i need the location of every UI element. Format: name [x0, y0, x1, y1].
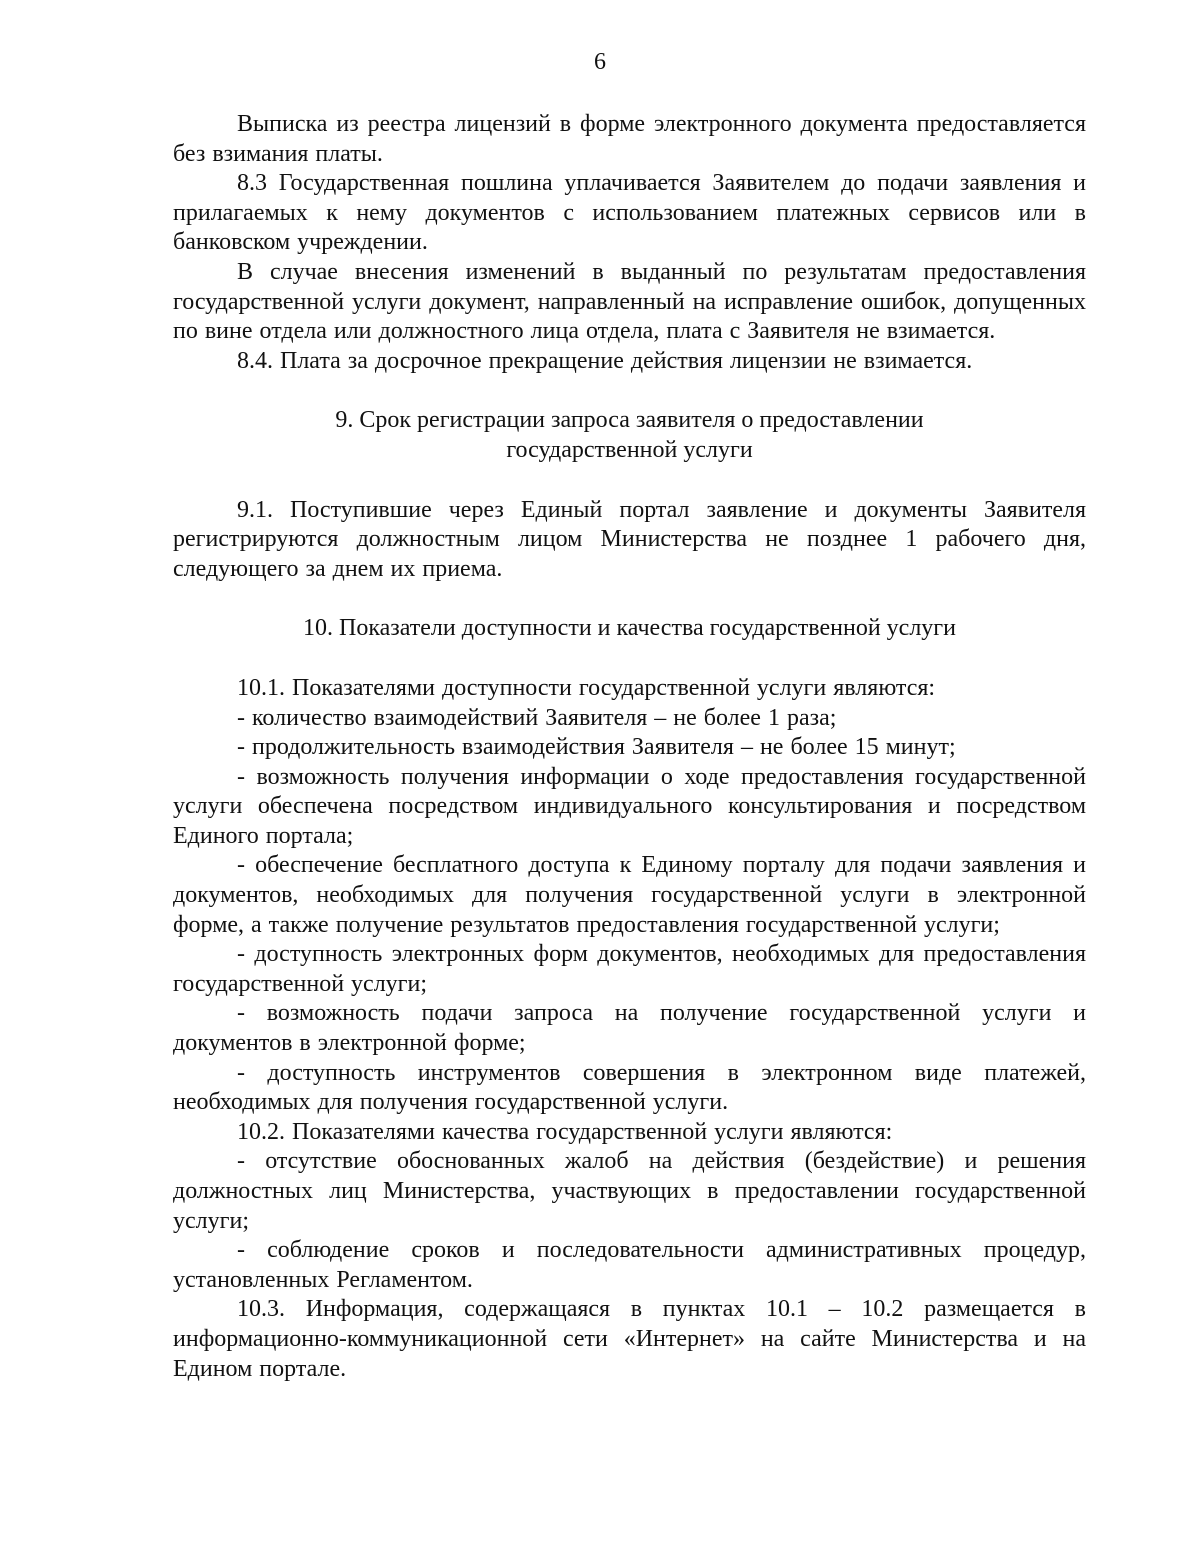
paragraph-8-3: 8.3 Государственная пошлина уплачивается Заявителем до подачи заявления и прилагаемых к нему документов с использованием платежных сервисов или в банковском учреждении. [173, 170, 1086, 256]
page-number: 6 [594, 49, 606, 75]
list-item: - отсутствие обоснованных жалоб на действия (бездействие) и решения должностных лиц Министерства, участвующих в предоставлении государственной услуги; [173, 1148, 1086, 1234]
list-item: - доступность электронных форм документов, необходимых для предоставления государственной услуги; [173, 941, 1086, 997]
list-item: - соблюдение сроков и последовательности административных процедур, установленных Регламентом. [173, 1237, 1086, 1293]
paragraph-8-4: 8.4. Плата за досрочное прекращение действия лицензии не взимается. [237, 347, 973, 374]
paragraph-extract-free: Выписка из реестра лицензий в форме электронного документа предоставляется без взимания платы. [173, 111, 1086, 167]
paragraph-10-3: 10.3. Информация, содержащаяся в пунктах 10.1 – 10.2 размещается в информационно-коммуникационной сети «Интернет» на сайте Министерства и на Едином портале. [173, 1296, 1086, 1382]
section-9-heading-line-2: государственной услуги [506, 436, 753, 463]
list-item: - доступность инструментов совершения в электронном виде платежей, необходимых для получения государственной услуги. [173, 1059, 1086, 1116]
list-item: - продолжительность взаимодействия Заявителя – не более 15 минут; [237, 734, 956, 761]
paragraph-10-2: 10.2. Показателями качества государственной услуги являются: [237, 1118, 893, 1145]
list-item: - обеспечение бесплатного доступа к Единому порталу для подачи заявления и документов, необходимых для получения государственной услуги в электронной форме, а также получение результатов предоставления государственной услуги; [173, 852, 1086, 938]
paragraph-10-1: 10.1. Показателями доступности государственной услуги являются: [237, 674, 936, 701]
list-item: - возможность подачи запроса на получение государственной услуги и документов в электронной форме; [173, 1000, 1086, 1057]
paragraph-changes-no-fee: В случае внесения изменений в выданный по результатам предоставления государственной услуги документ, направленный на исправление ошибок, допущенных по вине отдела или должностного лица отдела, плата с Заявителя не взимается. [173, 258, 1086, 345]
document-body [173, 110, 1086, 1384]
section-9-heading-line-1: 9. Срок регистрации запроса заявителя о предоставлении [335, 407, 924, 434]
paragraph-9-1: 9.1. Поступившие через Единый портал заявление и документы Заявителя регистрируются должностным лицом Министерства не позднее 1 рабочего дня, следующего за днем их приема. [173, 496, 1086, 582]
list-item: - возможность получения информации о ходе предоставления государственной услуги обеспечена посредством индивидуального консультирования и посредством Единого портала; [173, 763, 1086, 849]
list-item: - количество взаимодействий Заявителя – не более 1 раза; [237, 704, 837, 731]
section-10-heading: 10. Показатели доступности и качества государственной услуги [303, 615, 956, 642]
